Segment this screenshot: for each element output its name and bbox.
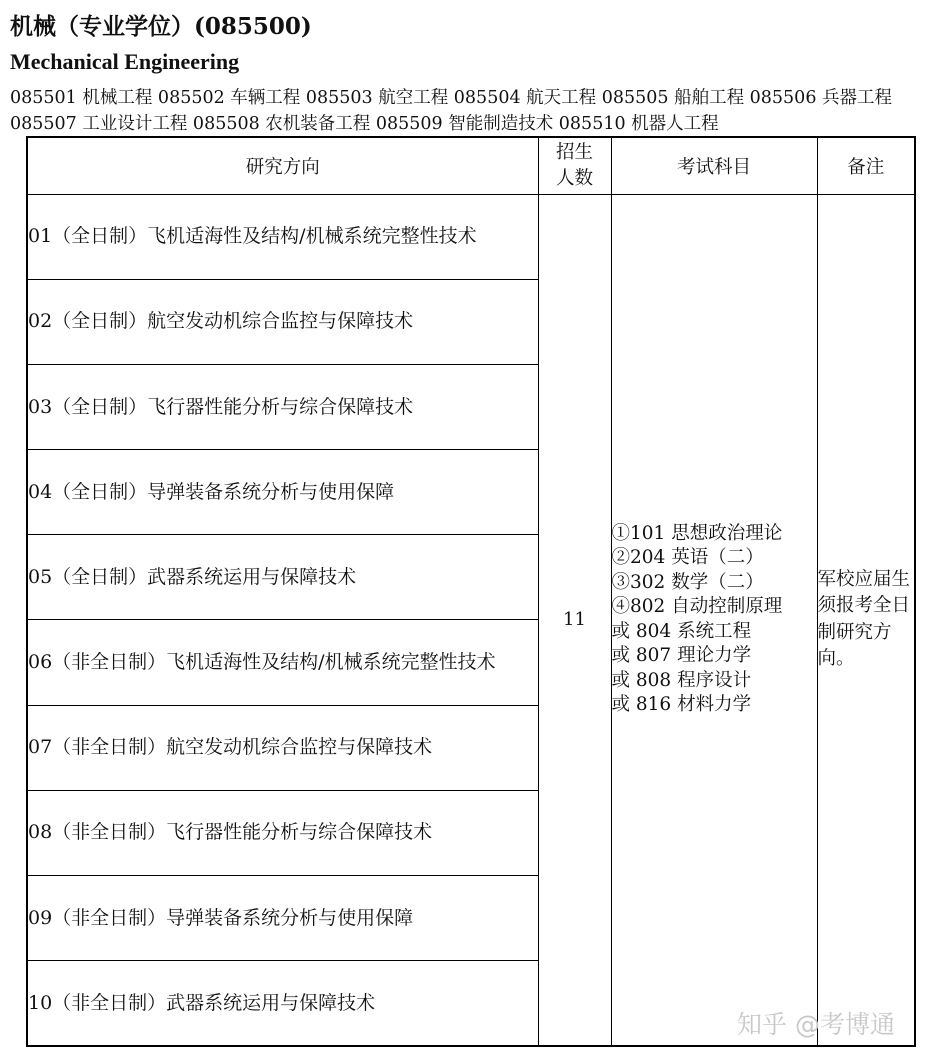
subject-item: 或 816 材料力学 [611,694,752,716]
table-header-row [27,137,915,194]
subject-item: ③302 数学（二） [611,571,764,593]
subject-item: 或 808 程序设计 [611,669,752,691]
subject-item: ①101 思想政治理论 [611,522,783,544]
table-row [27,194,915,279]
subject-item: 或 804 系统工程 [611,620,752,642]
direction-cell: 03（全日制）飞行器性能分析与综合保障技术 [27,364,538,449]
page-subtitle-english: Mechanical Engineering [10,49,240,74]
direction-cell: 02（全日制）航空发动机综合监控与保障技术 [27,279,538,364]
direction-cell: 09（非全日制）导弹装备系统分析与使用保障 [27,876,538,961]
subject-item: ②204 英语（二） [611,547,764,569]
header-direction: 研究方向 [27,137,538,194]
direction-cell: 05（全日制）武器系统运用与保障技术 [27,535,538,620]
subjects-cell [611,194,817,1046]
direction-cell: 06（非全日制）飞机适海性及结构/机械系统完整性技术 [27,620,538,705]
direction-cell: 08（非全日制）飞行器性能分析与综合保障技术 [27,790,538,875]
subject-item: ④802 自动控制原理 [611,596,783,618]
field-codes-line-2: 085507 工业设计工程 085508 农机装备工程 085509 智能制造技术 085510 机器人工程 [10,114,719,134]
direction-cell: 07（非全日制）航空发动机综合监控与保障技术 [27,705,538,790]
zhihu-watermark: 知乎 @考博通 [737,1010,895,1039]
header-enrollment-line-1: 招生 [555,141,593,163]
page-title: 机械（专业学位）(085500) [10,13,312,40]
header-subjects: 考试科目 [611,137,817,194]
direction-cell: 10（非全日制）武器系统运用与保障技术 [27,961,538,1046]
direction-cell: 04（全日制）导弹装备系统分析与使用保障 [27,450,538,535]
header-notes: 备注 [817,137,915,194]
header-enrollment-line-2: 人数 [555,167,593,189]
notes-cell: 军校应届生须报考全日制研究方向。 [817,194,915,1046]
field-codes-line-1: 085501 机械工程 085502 车辆工程 085503 航空工程 085504 航天工程 085505 船舶工程 085506 兵器工程 [10,88,893,108]
program-table [26,136,916,1047]
header-enrollment [538,137,611,194]
enrollment-cell: 11 [538,194,611,1046]
direction-cell: 01（全日制）飞机适海性及结构/机械系统完整性技术 [27,194,538,279]
subject-item: 或 807 理论力学 [611,645,752,667]
